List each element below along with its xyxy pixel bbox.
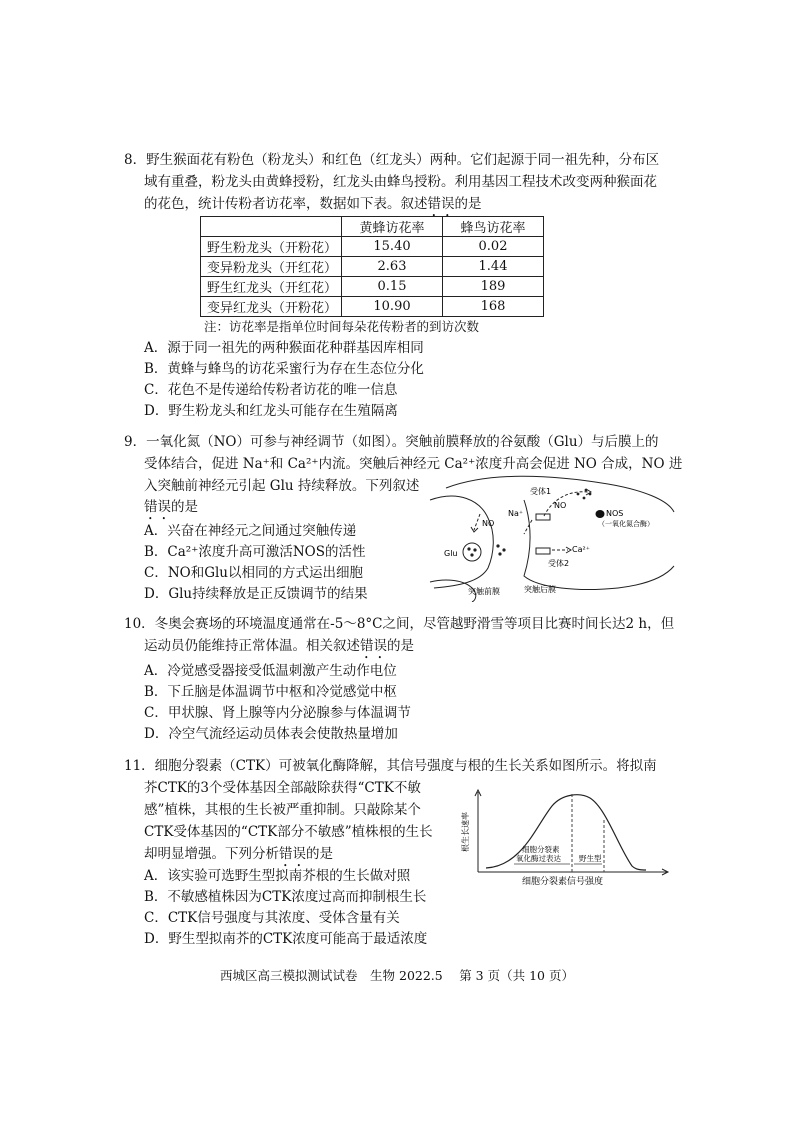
q10-stem-text: 运动员仍能维持正常体温。相关叙述 (144, 638, 360, 654)
table-row (201, 257, 544, 277)
q11-stem-line4: CTK受体基因的“CTK部分不敏感”植株根的生长 (144, 824, 433, 840)
q11-option-a: A．该实验可选野生型拟南芥根的生长做对照 (144, 868, 411, 884)
q8-emphasis: 错误 (427, 196, 455, 212)
q8-stem-end: 的是 (454, 196, 482, 212)
q9-option-a: A．兴奋在神经元之间通过突触传递 (144, 523, 357, 539)
post-membrane-label: 突触后膜 (524, 585, 556, 594)
nos-desc-label: （一氧化氮合酶） (598, 520, 654, 528)
q8-stem-line2: 域有重叠，粉龙头由黄蜂授粉，红龙头由蜂鸟授粉。利用基因工程技术改变两种猴面花 (144, 174, 657, 190)
q10-stem-line2 (144, 636, 414, 662)
q8-stem-line1: 8．野生猴面花有粉色（粉龙头）和红色（红龙头）两种。它们起源于同一祖先种，分布区 (124, 152, 660, 168)
q9-option-c: C．NO和Glu以相同的方式运出细胞 (144, 565, 364, 581)
q8-option-d: D．野生粉龙头和红龙头可能存在生殖隔离 (144, 403, 398, 419)
region2-label: 野生型 (579, 854, 602, 863)
q9-stem-line2: 受体结合，促进 Na⁺和 Ca²⁺内流。突触后神经元 Ca²⁺浓度升高会促进 NO 合成，NO 进 (144, 456, 683, 472)
q11-emphasis: 错误 (279, 846, 306, 862)
glu-label: Glu (444, 549, 458, 558)
no-top-label: NO (554, 501, 567, 510)
arrow-icon (474, 514, 480, 530)
q11-option-d: D．野生型拟南芥的CTK浓度可能高于最适浓度 (144, 931, 428, 947)
q8-table (200, 216, 544, 317)
table-header-cell: 蜂鸟访花率 (443, 217, 544, 237)
q8-stem-text: 的花色，统计传粉者访花率，数据如下表。叙述 (144, 196, 428, 212)
y-axis-label: 根生长速率 (461, 812, 470, 852)
table-row (201, 297, 544, 317)
receptor2-label: 受体2 (548, 559, 570, 568)
q8-option-b: B．黄蜂与蜂鸟的访花采蜜行为存在生态位分化 (144, 361, 424, 377)
q10-option-b: B．下丘脑是体温调节中枢和冷觉感觉中枢 (144, 684, 397, 700)
table-cell: 168 (443, 297, 544, 317)
table-cell: 0.02 (443, 237, 544, 257)
growth-curve (486, 795, 646, 870)
q9-stem-line4 (144, 497, 198, 523)
table-cell: 变异粉龙头（开红花） (201, 257, 342, 277)
q9-stem-line3: 入突触前神经元引起 Glu 持续释放。下列叙述 (144, 478, 420, 494)
x-axis-label: 细胞分裂素信号强度 (522, 877, 604, 887)
table-cell: 野生红龙头（开红花） (201, 277, 342, 297)
table-cell: 15.40 (342, 237, 443, 257)
q9-emphasis: 错误 (144, 499, 171, 515)
q10-stem-end: 的是 (387, 638, 414, 654)
q9-option-d: D．Glu持续释放是正反馈调节的结果 (144, 586, 368, 602)
q11-option-b: B．不敏感植株因为CTK浓度过高而抑制根生长 (144, 889, 427, 905)
region1-label-b: 氧化酶过表达 (516, 854, 561, 863)
table-cell: 0.15 (342, 277, 443, 297)
table-cell: 1.44 (443, 257, 544, 277)
q9-option-b: B．Ca²⁺浓度升高可激活NOS的活性 (144, 544, 366, 560)
table-cell: 10.90 (342, 297, 443, 317)
table-header-cell (201, 217, 342, 237)
region1-label-a: 细胞分裂素 (522, 845, 560, 854)
table-header-cell: 黄蜂访花率 (342, 217, 443, 237)
nos-dot-icon (596, 510, 605, 518)
q10-option-a: A．冷觉感受器接受低温刺激产生动作电位 (144, 663, 397, 679)
q8-option-c: C．花色不是传递给传粉者访花的唯一信息 (144, 382, 398, 398)
table-header-row (201, 217, 544, 237)
no-left-label: NO (482, 519, 495, 528)
synapse-diagram (428, 470, 676, 602)
q8-option-a: A．源于同一祖先的两种猴面花种群基因库相同 (144, 340, 424, 356)
q11-stem-text: 却明显增强。下列分析 (144, 846, 279, 862)
table-row (201, 277, 544, 297)
table-cell: 变异红龙头（开粉花） (201, 297, 342, 317)
ca-label: Ca²⁺ (572, 545, 590, 554)
nos-label: NOS (606, 509, 624, 518)
q10-stem-line1: 10．冬奥会赛场的环境温度通常在-5～8°C之间，尽管越野滑雪等项目比赛时间长达2 h，但 (124, 616, 675, 632)
vesicle-icon (463, 543, 481, 561)
q11-stem-line1: 11．细胞分裂素（CTK）可被氧化酶降解，其信号强度与根的生长关系如图所示。将拟南 (124, 758, 657, 774)
page-footer: 西城区高三模拟测试试卷 生物 2022.5 第 3 页（共 10 页） (220, 968, 574, 983)
q11-option-c: C．CTK信号强度与其浓度、受体含量有关 (144, 910, 400, 926)
table-cell: 189 (443, 277, 544, 297)
receptor1-label: 受体1 (530, 487, 552, 496)
table-cell: 2.63 (342, 257, 443, 277)
arrow-icon (524, 520, 532, 534)
q11-stem-end: 的是 (306, 846, 333, 862)
q11-stem-line3: 感”植株，其根的生长被严重抑制。只敲除某个 (144, 802, 421, 818)
na-label: Na⁺ (508, 509, 524, 518)
q10-emphasis: 错误 (360, 638, 387, 654)
q8-table-note: 注：访花率是指单位时间每朵花传粉者的到访次数 (204, 319, 480, 334)
q9-stem-end: 的是 (171, 499, 198, 515)
table-cell: 野生粉龙头（开粉花） (201, 237, 342, 257)
ctk-growth-curve (456, 786, 676, 894)
q10-option-c: C．甲状腺、肾上腺等内分泌腺参与体温调节 (144, 705, 411, 721)
pre-membrane-label: 突触前膜 (468, 587, 500, 596)
presynaptic-membrane-outline (430, 496, 493, 588)
table-row (201, 237, 544, 257)
q9-stem-line1: 9．一氧化氮（NO）可参与神经调节（如图）。突触前膜释放的谷氨酸（Glu）与后膜上的 (124, 434, 659, 450)
q11-stem-line2: 芥CTK的3个受体基因全部敲除获得“CTK不敏 (144, 780, 421, 796)
q10-option-d: D．冷空气流经运动员体表会使散热量增加 (144, 726, 398, 742)
